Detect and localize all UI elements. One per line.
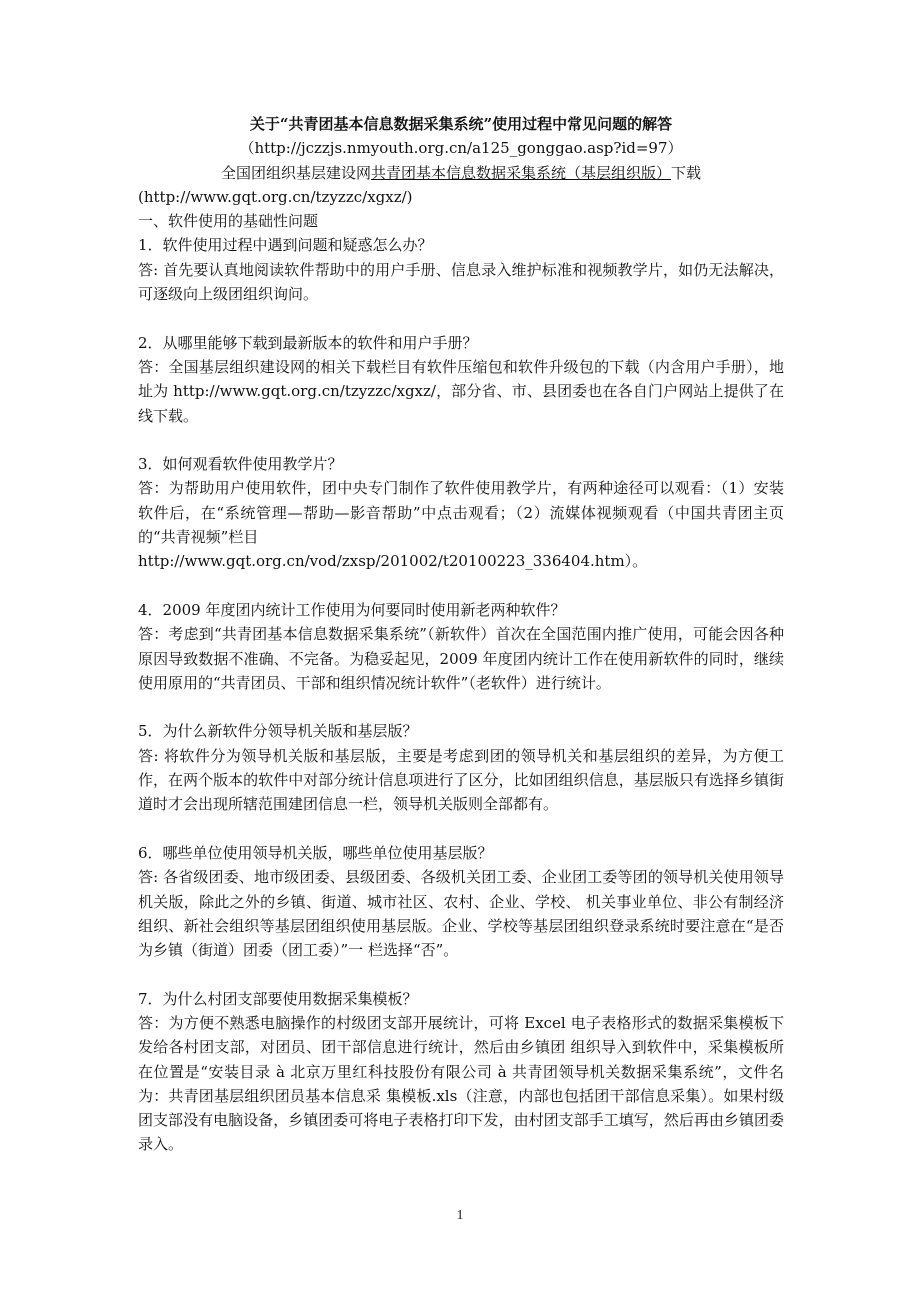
faq-answer: 答: 将软件分为领导机关版和基层版，主要是考虑到团的领导机关和基层组织的差异，为方便工作，在两个版本的软件中对部分统计信息项进行了区分，比如团组织信息，基层版只有选择乡镇街道时才会出现所辖范围建团信息一栏，领导机关版则全部都有。 — [138, 746, 784, 814]
section-heading: 一、软件使用的基础性问题 — [138, 212, 319, 231]
faq-answer: 答: 首先要认真地阅读软件帮助中的用户手册、信息录入维护标准和视频教学片，如仍无法解决，可逐级向上级团组织询问。 — [138, 260, 784, 304]
faq-answer: 答: 各省级团委、地市级团委、县级团委、各级机关团工委、企业团工委等团的领导机关使用领导机关版，除此之外的乡镇、街道、城市社区、农村、企业、学校、 机关事业单位、非公有制经济组织、新社会组织等基层团组织使用基层版。企业、学校等基层团组织登录系统时要注意在“是否为乡镇（街道）团委（团工委）”一 栏选择“否”。 — [138, 868, 784, 960]
faq-question: 6．哪些单位使用领导机关版，哪些单位使用基层版？ — [138, 843, 493, 862]
faq-question: 1．软件使用过程中遇到问题和疑惑怎么办？ — [138, 236, 433, 255]
faq-answer: 答：全国基层组织建设网的相关下载栏目有软件压缩包和软件升级包的下载（内含用户手册），地址为 http://www.gqt.org.cn/tzyzzc/xgxz/，部分省、市、县团委也在各自门户网站上提供了在线下载。 — [138, 357, 784, 425]
source-url: （http://jczzjs.nmyouth.org.cn/a125_gonggao.asp?id=97） — [239, 139, 683, 158]
faq-question: 7．为什么村团支部要使用数据采集模板？ — [138, 989, 418, 1008]
document-title: 关于“共青团基本信息数据采集系统”使用过程中常见问题的解答 — [249, 115, 673, 133]
download-prefix: 全国团组织基层建设网 — [220, 163, 371, 182]
download-url: (http://www.gqt.org.cn/tzyzzc/xgxz/) — [138, 187, 413, 206]
faq-item — [138, 331, 784, 428]
faq-item — [138, 987, 784, 1157]
faq-question: 3．如何观看软件使用教学片？ — [138, 455, 343, 474]
faq-answer: 答：为方便不熟悉电脑操作的村级团支部开展统计，可将 Excel 电子表格形式的数据采集模板下发给各村团支部，对团员、团干部信息进行统计，然后由乡镇团 组织导入到软件中，采集模板所在位置是“安装目录 à 北京万里红科技股份有限公司 à 共青团领导机关数据采集系统”，文件名为：共青团基层组织团员基本信息采 集模板.xls（注意，内部也包括团干部信息采集）。如果村级团支部没有电脑设备，乡镇团委可将电子表格打印下发，由村团支部手工填写，然后再由乡镇团委 录入。 — [138, 1013, 784, 1154]
faq-question: 2．从哪里能够下载到最新版本的软件和用户手册？ — [138, 333, 478, 352]
download-line — [138, 161, 784, 185]
faq-answer-url: http://www.gqt.org.cn/vod/zxsp/201002/t20100223_336404.htm）。 — [138, 552, 648, 571]
faq-answer: 答：为帮助用户使用软件，团中央专门制作了软件使用教学片，有两种途径可以观看：（1）安装软件后，在“系统管理—帮助—影音帮助”中点击观看；（2）流媒体视频观看（中国共青团主页的“共青视频”栏目 — [138, 479, 784, 547]
faq-answer: 答：考虑到“共青团基本信息数据采集系统”（新软件）首次在全国范围内推广使用，可能会因各种原因导致数据不准确、不完备。为稳妥起见，2009 年度团内统计工作在使用新软件的同时，继续使用原用的“共青团员、干部和组织情况统计软件”（老软件）进行统计。 — [138, 625, 784, 692]
download-suffix: 下载 — [671, 163, 702, 182]
faq-question: 5．为什么新软件分领导机关版和基层版？ — [138, 722, 418, 741]
faq-item — [138, 452, 784, 573]
download-link[interactable]: 共青团基本信息数据采集系统（基层组织版） — [370, 163, 671, 182]
faq-question: 4．2009 年度团内统计工作使用为何要同时使用新老两种软件？ — [138, 600, 566, 619]
faq-item — [138, 233, 784, 306]
page-number: 1 — [456, 1208, 464, 1223]
faq-item — [138, 598, 784, 695]
faq-item — [138, 719, 784, 816]
document-page — [138, 112, 784, 1157]
faq-item — [138, 841, 784, 962]
